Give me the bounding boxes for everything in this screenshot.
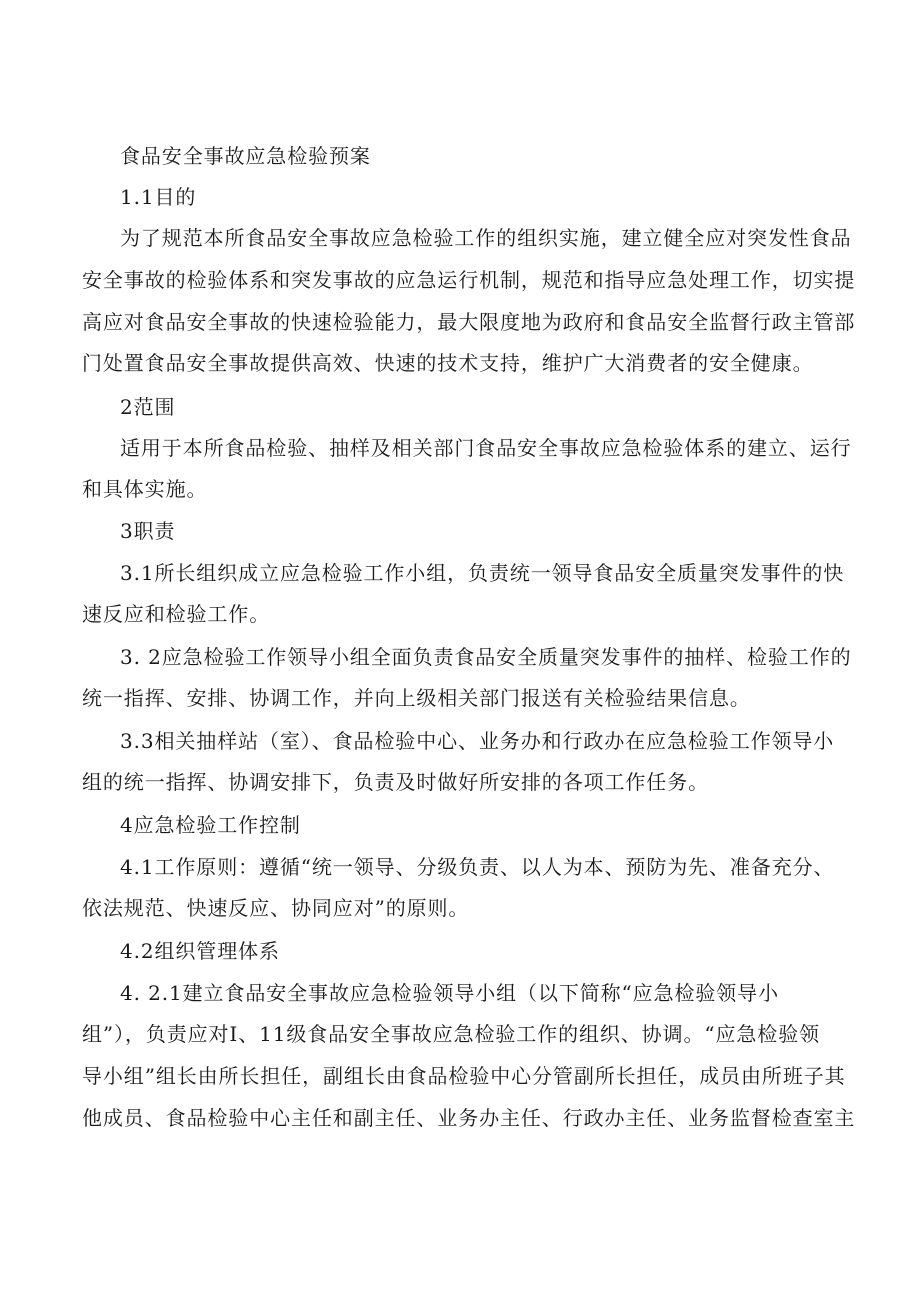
- paragraph-line: 统一指挥、安排、协调工作，并向上级相关部门报送有关检验结果信息。: [82, 686, 751, 710]
- paragraph-line: 3. 2应急检验工作领导小组全面负责食品安全质量突发事件的抽样、检验工作的: [120, 645, 852, 669]
- paragraph-line: 4.1工作原则：遵循“统一领导、分级负责、以人为本、预防为先、准备充分、: [120, 855, 835, 879]
- paragraph-line: 高应对食品安全事故的快速检验能力，最大限度地为政府和食品安全监督行政主管部: [82, 310, 856, 334]
- paragraph-line: 3.3相关抽样站（室）、食品检验中心、业务办和行政办在应急检验工作领导小: [120, 729, 835, 753]
- heading-4-2: 4.2组织管理体系: [120, 939, 280, 963]
- paragraph-line: 4. 2.1建立食品安全事故应急检验领导小组（以下简称“应急检验领导小: [120, 981, 779, 1005]
- paragraph-line: 3.1所长组织成立应急检验工作小组，负责统一领导食品安全质量突发事件的快: [120, 561, 845, 585]
- document-title: 食品安全事故应急检验预案: [120, 144, 371, 168]
- document-page: [82, 0, 856, 1301]
- paragraph-line: 他成员、食品检验中心主任和副主任、业务办主任、行政办主任、业务监督检查室主: [82, 1106, 856, 1130]
- heading-1-1: 1.1目的: [120, 185, 197, 209]
- paragraph-line: 安全事故的检验体系和突发事故的应急运行机制，规范和指导应急处理工作，切实提: [82, 268, 856, 292]
- paragraph-line: 门处置食品安全事故提供高效、快速的技术支持，维护广大消费者的安全健康。: [82, 351, 814, 375]
- paragraph-line: 适用于本所食品检验、抽样及相关部门食品安全事故应急检验体系的建立、运行: [120, 436, 852, 460]
- heading-2: 2范围: [120, 395, 176, 419]
- paragraph-line: 导小组”组长由所长担任，副组长由食品检验中心分管副所长担任，成员由所班子其: [82, 1064, 846, 1088]
- heading-3: 3职责: [120, 519, 176, 543]
- paragraph-line: 为了规范本所食品安全事故应急检验工作的组织实施，建立健全应对突发性食品: [120, 226, 852, 250]
- paragraph-line: 组的统一指挥、协调安排下，负责及时做好所安排的各项工作任务。: [82, 770, 709, 794]
- paragraph-line: 组”），负责应对I、11级食品安全事故应急检验工作的组织、协调。“应急检验领: [82, 1022, 820, 1046]
- heading-4: 4应急检验工作控制: [120, 813, 301, 837]
- paragraph-line: 依法规范、快速反应、协同应对”的原则。: [82, 896, 470, 920]
- paragraph-line: 和具体实施。: [82, 477, 208, 501]
- paragraph-line: 速反应和检验工作。: [82, 602, 271, 626]
